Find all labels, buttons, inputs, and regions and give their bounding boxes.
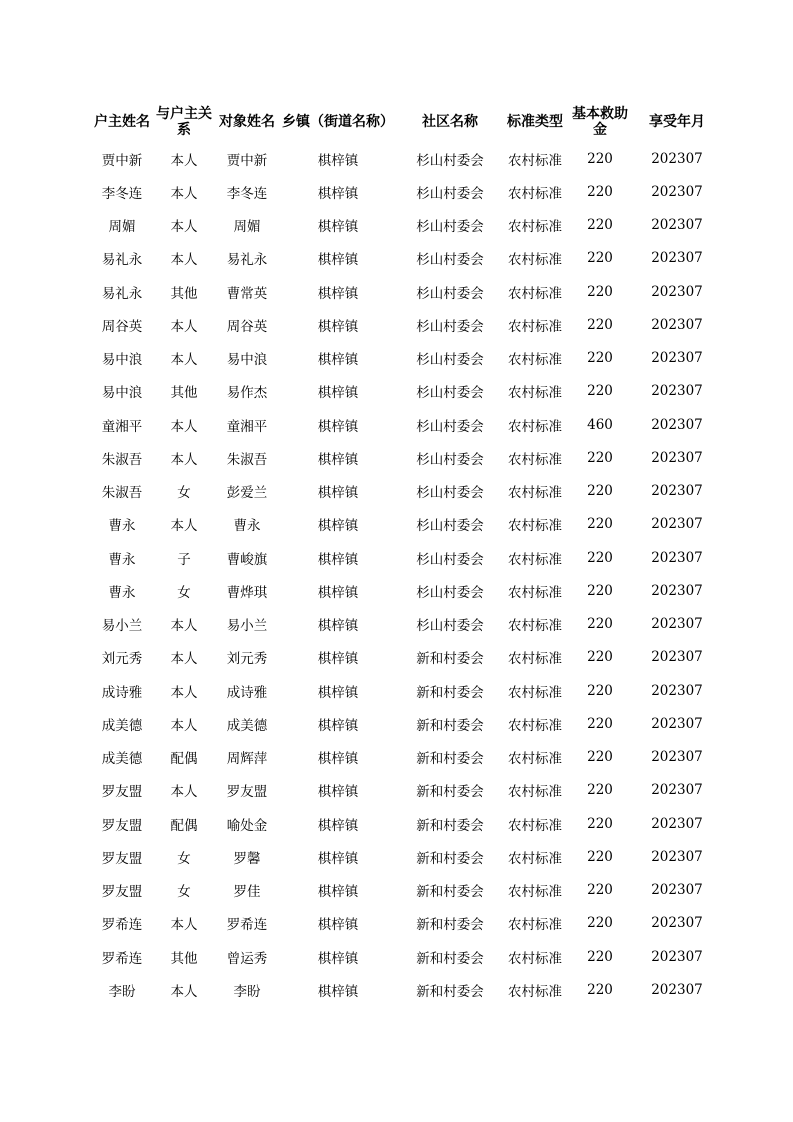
cell-standard-type: 农村标准: [508, 817, 562, 834]
cell-relationship: 本人: [170, 518, 198, 535]
table-header: [90, 102, 720, 142]
cell-householder-name: 易小兰: [101, 618, 143, 635]
cell-benefit-month: 202307: [651, 582, 703, 599]
cell-basic-aid-amount: 220: [587, 150, 613, 167]
cell-householder-name: 罗友盟: [101, 817, 143, 834]
table-row: [90, 142, 720, 175]
cell-community: 新和村委会: [416, 751, 484, 768]
table-row: [90, 541, 720, 574]
cell-relationship: 其他: [170, 950, 198, 967]
cell-relationship: 女: [177, 584, 191, 601]
cell-township: 棋梓镇: [317, 252, 359, 269]
cell-standard-type: 农村标准: [508, 917, 562, 934]
cell-basic-aid-amount: 220: [587, 948, 613, 965]
header-basic-aid-amount: 基本救助金: [572, 106, 628, 138]
cell-benefit-month: 202307: [651, 882, 703, 899]
cell-relationship: 本人: [170, 352, 198, 369]
cell-householder-name: 朱淑吾: [101, 451, 143, 468]
table-row: [90, 209, 720, 242]
cell-standard-type: 农村标准: [508, 252, 562, 269]
table-row: [90, 408, 720, 441]
cell-basic-aid-amount: 220: [587, 316, 613, 333]
cell-township: 棋梓镇: [317, 817, 359, 834]
cell-basic-aid-amount: 460: [587, 416, 613, 433]
cell-community: 杉山村委会: [416, 418, 484, 435]
cell-standard-type: 农村标准: [508, 385, 562, 402]
cell-recipient-name: 易小兰: [226, 618, 268, 635]
cell-standard-type: 农村标准: [508, 884, 562, 901]
cell-benefit-month: 202307: [651, 150, 703, 167]
cell-benefit-month: 202307: [651, 981, 703, 998]
cell-benefit-month: 202307: [651, 616, 703, 633]
cell-householder-name: 贾中新: [101, 152, 143, 169]
cell-basic-aid-amount: 220: [587, 682, 613, 699]
cell-basic-aid-amount: 220: [587, 649, 613, 666]
cell-standard-type: 农村标准: [508, 219, 562, 236]
cell-community: 杉山村委会: [416, 352, 484, 369]
table-row: [90, 608, 720, 641]
table-row: [90, 242, 720, 275]
cell-householder-name: 成美德: [101, 751, 143, 768]
cell-township: 棋梓镇: [317, 618, 359, 635]
cell-householder-name: 易中浪: [101, 385, 143, 402]
cell-benefit-month: 202307: [651, 749, 703, 766]
table-row: [90, 574, 720, 607]
cell-basic-aid-amount: 220: [587, 350, 613, 367]
cell-basic-aid-amount: 220: [587, 483, 613, 500]
cell-benefit-month: 202307: [651, 250, 703, 267]
cell-benefit-month: 202307: [651, 283, 703, 300]
cell-township: 棋梓镇: [317, 451, 359, 468]
cell-recipient-name: 周辉萍: [226, 751, 268, 768]
cell-recipient-name: 周媚: [233, 219, 261, 236]
cell-standard-type: 农村标准: [508, 418, 562, 435]
cell-township: 棋梓镇: [317, 584, 359, 601]
cell-township: 棋梓镇: [317, 152, 359, 169]
cell-relationship: 配偶: [170, 751, 198, 768]
cell-relationship: 本人: [170, 651, 198, 668]
cell-community: 杉山村委会: [416, 485, 484, 502]
cell-recipient-name: 周谷英: [226, 318, 268, 335]
assistance-roster-table: [90, 102, 720, 1007]
cell-relationship: 本人: [170, 185, 198, 202]
cell-householder-name: 罗友盟: [101, 850, 143, 867]
cell-relationship: 本人: [170, 451, 198, 468]
cell-recipient-name: 李盼: [233, 983, 261, 1000]
cell-standard-type: 农村标准: [508, 185, 562, 202]
cell-township: 棋梓镇: [317, 717, 359, 734]
cell-householder-name: 曹永: [108, 518, 136, 535]
cell-community: 新和村委会: [416, 684, 484, 701]
header-standard-type: 标准类型: [507, 114, 563, 130]
table-row: [90, 907, 720, 940]
cell-relationship: 配偶: [170, 817, 198, 834]
table-row: [90, 641, 720, 674]
cell-basic-aid-amount: 220: [587, 549, 613, 566]
cell-standard-type: 农村标准: [508, 551, 562, 568]
cell-recipient-name: 易礼永: [226, 252, 268, 269]
cell-township: 棋梓镇: [317, 185, 359, 202]
table-row: [90, 441, 720, 474]
cell-township: 棋梓镇: [317, 850, 359, 867]
cell-community: 新和村委会: [416, 950, 484, 967]
header-community: 社区名称: [422, 114, 478, 130]
cell-relationship: 本人: [170, 152, 198, 169]
cell-householder-name: 曹永: [108, 584, 136, 601]
cell-relationship: 本人: [170, 418, 198, 435]
cell-basic-aid-amount: 220: [587, 616, 613, 633]
cell-benefit-month: 202307: [651, 483, 703, 500]
header-householder-name: 户主姓名: [94, 114, 150, 130]
cell-township: 棋梓镇: [317, 684, 359, 701]
table-row: [90, 475, 720, 508]
cell-householder-name: 曹永: [108, 551, 136, 568]
cell-township: 棋梓镇: [317, 551, 359, 568]
cell-basic-aid-amount: 220: [587, 449, 613, 466]
cell-relationship: 本人: [170, 784, 198, 801]
table-row: [90, 508, 720, 541]
cell-community: 杉山村委会: [416, 618, 484, 635]
cell-community: 杉山村委会: [416, 551, 484, 568]
table-row: [90, 741, 720, 774]
cell-township: 棋梓镇: [317, 917, 359, 934]
header-recipient-name: 对象姓名: [219, 114, 275, 130]
cell-standard-type: 农村标准: [508, 451, 562, 468]
cell-community: 杉山村委会: [416, 285, 484, 302]
cell-relationship: 女: [177, 850, 191, 867]
cell-recipient-name: 罗馨: [233, 850, 261, 867]
cell-basic-aid-amount: 220: [587, 915, 613, 932]
cell-benefit-month: 202307: [651, 316, 703, 333]
cell-basic-aid-amount: 220: [587, 183, 613, 200]
cell-householder-name: 朱淑吾: [101, 485, 143, 502]
table-row: [90, 774, 720, 807]
cell-recipient-name: 贾中新: [226, 152, 268, 169]
cell-recipient-name: 李冬连: [226, 185, 268, 202]
cell-recipient-name: 罗友盟: [226, 784, 268, 801]
cell-householder-name: 罗希连: [101, 917, 143, 934]
cell-township: 棋梓镇: [317, 352, 359, 369]
cell-relationship: 本人: [170, 983, 198, 1000]
cell-community: 杉山村委会: [416, 518, 484, 535]
cell-basic-aid-amount: 220: [587, 782, 613, 799]
cell-recipient-name: 童湘平: [226, 418, 268, 435]
cell-householder-name: 周谷英: [101, 318, 143, 335]
cell-householder-name: 李盼: [108, 983, 136, 1000]
cell-standard-type: 农村标准: [508, 285, 562, 302]
cell-recipient-name: 喻处金: [226, 817, 268, 834]
table-row: [90, 973, 720, 1006]
cell-recipient-name: 刘元秀: [226, 651, 268, 668]
cell-benefit-month: 202307: [651, 682, 703, 699]
cell-standard-type: 农村标准: [508, 618, 562, 635]
cell-recipient-name: 易中浪: [226, 352, 268, 369]
cell-householder-name: 成诗雅: [101, 684, 143, 701]
cell-benefit-month: 202307: [651, 915, 703, 932]
table-row: [90, 308, 720, 341]
cell-standard-type: 农村标准: [508, 717, 562, 734]
table-row: [90, 375, 720, 408]
cell-standard-type: 农村标准: [508, 684, 562, 701]
cell-recipient-name: 成美德: [226, 717, 268, 734]
cell-recipient-name: 罗希连: [226, 917, 268, 934]
cell-standard-type: 农村标准: [508, 850, 562, 867]
header-relationship: 与户主关系: [156, 106, 212, 138]
cell-householder-name: 周媚: [108, 219, 136, 236]
cell-standard-type: 农村标准: [508, 152, 562, 169]
cell-township: 棋梓镇: [317, 219, 359, 236]
cell-township: 棋梓镇: [317, 983, 359, 1000]
cell-standard-type: 农村标准: [508, 518, 562, 535]
header-benefit-month: 享受年月: [649, 114, 705, 130]
cell-relationship: 本人: [170, 318, 198, 335]
table-row: [90, 342, 720, 375]
cell-relationship: 子: [177, 551, 191, 568]
cell-benefit-month: 202307: [651, 383, 703, 400]
cell-relationship: 本人: [170, 917, 198, 934]
cell-benefit-month: 202307: [651, 948, 703, 965]
cell-householder-name: 成美德: [101, 717, 143, 734]
table-row: [90, 840, 720, 873]
cell-relationship: 其他: [170, 385, 198, 402]
cell-community: 新和村委会: [416, 983, 484, 1000]
cell-basic-aid-amount: 220: [587, 749, 613, 766]
cell-relationship: 本人: [170, 717, 198, 734]
cell-householder-name: 易礼永: [101, 285, 143, 302]
cell-benefit-month: 202307: [651, 848, 703, 865]
cell-householder-name: 易中浪: [101, 352, 143, 369]
cell-basic-aid-amount: 220: [587, 217, 613, 234]
cell-recipient-name: 曹峻旗: [226, 551, 268, 568]
table-row: [90, 807, 720, 840]
table-row: [90, 674, 720, 707]
cell-standard-type: 农村标准: [508, 584, 562, 601]
cell-standard-type: 农村标准: [508, 651, 562, 668]
cell-householder-name: 罗友盟: [101, 784, 143, 801]
cell-township: 棋梓镇: [317, 285, 359, 302]
cell-basic-aid-amount: 220: [587, 848, 613, 865]
cell-benefit-month: 202307: [651, 217, 703, 234]
cell-relationship: 其他: [170, 285, 198, 302]
cell-basic-aid-amount: 220: [587, 882, 613, 899]
cell-standard-type: 农村标准: [508, 983, 562, 1000]
cell-township: 棋梓镇: [317, 418, 359, 435]
cell-standard-type: 农村标准: [508, 352, 562, 369]
cell-township: 棋梓镇: [317, 485, 359, 502]
cell-recipient-name: 曹永: [233, 518, 261, 535]
table-row: [90, 707, 720, 740]
cell-township: 棋梓镇: [317, 318, 359, 335]
cell-relationship: 本人: [170, 684, 198, 701]
table-row: [90, 940, 720, 973]
cell-benefit-month: 202307: [651, 416, 703, 433]
cell-recipient-name: 曹常英: [226, 285, 268, 302]
cell-standard-type: 农村标准: [508, 950, 562, 967]
cell-basic-aid-amount: 220: [587, 715, 613, 732]
cell-benefit-month: 202307: [651, 815, 703, 832]
cell-benefit-month: 202307: [651, 649, 703, 666]
cell-benefit-month: 202307: [651, 350, 703, 367]
cell-recipient-name: 成诗雅: [226, 684, 268, 701]
cell-township: 棋梓镇: [317, 651, 359, 668]
cell-township: 棋梓镇: [317, 884, 359, 901]
cell-township: 棋梓镇: [317, 751, 359, 768]
cell-basic-aid-amount: 220: [587, 516, 613, 533]
cell-benefit-month: 202307: [651, 782, 703, 799]
table-row: [90, 874, 720, 907]
cell-relationship: 本人: [170, 618, 198, 635]
cell-township: 棋梓镇: [317, 784, 359, 801]
cell-benefit-month: 202307: [651, 549, 703, 566]
cell-basic-aid-amount: 220: [587, 383, 613, 400]
cell-relationship: 女: [177, 884, 191, 901]
cell-householder-name: 罗友盟: [101, 884, 143, 901]
cell-community: 新和村委会: [416, 850, 484, 867]
cell-relationship: 女: [177, 485, 191, 502]
header-row: [90, 102, 720, 142]
cell-recipient-name: 彭爱兰: [226, 485, 268, 502]
cell-recipient-name: 易作杰: [226, 385, 268, 402]
table-row: [90, 175, 720, 208]
cell-community: 杉山村委会: [416, 252, 484, 269]
cell-township: 棋梓镇: [317, 518, 359, 535]
cell-community: 杉山村委会: [416, 318, 484, 335]
cell-basic-aid-amount: 220: [587, 283, 613, 300]
cell-recipient-name: 朱淑吾: [226, 451, 268, 468]
cell-recipient-name: 曾运秀: [226, 950, 268, 967]
cell-basic-aid-amount: 220: [587, 981, 613, 998]
cell-township: 棋梓镇: [317, 385, 359, 402]
table-row: [90, 275, 720, 308]
cell-householder-name: 童湘平: [101, 418, 143, 435]
cell-recipient-name: 罗佳: [233, 884, 261, 901]
cell-householder-name: 刘元秀: [101, 651, 143, 668]
cell-community: 新和村委会: [416, 817, 484, 834]
table-body: [90, 142, 720, 1007]
cell-standard-type: 农村标准: [508, 751, 562, 768]
cell-householder-name: 易礼永: [101, 252, 143, 269]
cell-standard-type: 农村标准: [508, 318, 562, 335]
cell-community: 新和村委会: [416, 917, 484, 934]
cell-benefit-month: 202307: [651, 449, 703, 466]
cell-standard-type: 农村标准: [508, 784, 562, 801]
cell-basic-aid-amount: 220: [587, 815, 613, 832]
cell-community: 杉山村委会: [416, 185, 484, 202]
cell-benefit-month: 202307: [651, 715, 703, 732]
cell-relationship: 本人: [170, 252, 198, 269]
header-township: 乡镇（街道名称）: [282, 114, 394, 130]
cell-recipient-name: 曹烨琪: [226, 584, 268, 601]
cell-householder-name: 李冬连: [101, 185, 143, 202]
cell-basic-aid-amount: 220: [587, 582, 613, 599]
cell-community: 杉山村委会: [416, 152, 484, 169]
cell-benefit-month: 202307: [651, 516, 703, 533]
cell-community: 杉山村委会: [416, 219, 484, 236]
cell-community: 新和村委会: [416, 717, 484, 734]
cell-community: 新和村委会: [416, 651, 484, 668]
cell-householder-name: 罗希连: [101, 950, 143, 967]
cell-community: 杉山村委会: [416, 584, 484, 601]
cell-relationship: 本人: [170, 219, 198, 236]
cell-basic-aid-amount: 220: [587, 250, 613, 267]
cell-benefit-month: 202307: [651, 183, 703, 200]
cell-community: 新和村委会: [416, 784, 484, 801]
cell-community: 杉山村委会: [416, 451, 484, 468]
cell-standard-type: 农村标准: [508, 485, 562, 502]
cell-community: 杉山村委会: [416, 385, 484, 402]
cell-community: 新和村委会: [416, 884, 484, 901]
cell-township: 棋梓镇: [317, 950, 359, 967]
